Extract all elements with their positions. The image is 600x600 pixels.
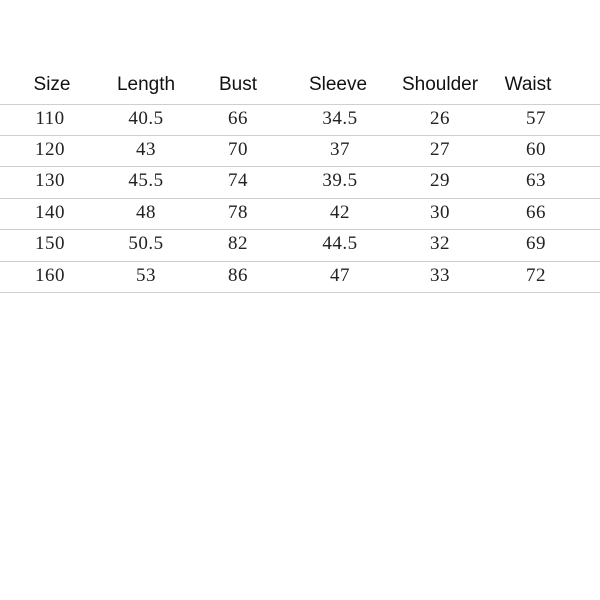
cell-bust: 78	[228, 201, 248, 223]
table-row	[0, 230, 600, 262]
cell-size: 120	[35, 138, 65, 160]
cell-length: 40.5	[128, 108, 164, 129]
cell-bust: 74	[228, 170, 248, 191]
cell-sleeve: 42	[330, 201, 350, 223]
cell-size: 160	[35, 264, 65, 286]
cell-sleeve: 47	[330, 264, 350, 286]
header-bust: Bust	[218, 74, 258, 95]
cell-length: 50.5	[128, 233, 164, 254]
table-row	[0, 167, 600, 199]
table-row	[0, 199, 600, 231]
cell-bust: 70	[228, 138, 248, 160]
cell-sleeve: 37	[330, 138, 350, 160]
table-row	[0, 136, 600, 168]
cell-waist: 66	[526, 201, 546, 223]
cell-sleeve: 34.5	[322, 108, 358, 129]
cell-waist: 60	[526, 138, 546, 160]
cell-length: 45.5	[128, 170, 164, 191]
cell-shoulder: 33	[430, 264, 450, 286]
cell-size: 150	[35, 233, 65, 254]
cell-length: 48	[136, 201, 156, 223]
cell-size: 110	[35, 108, 65, 129]
cell-bust: 66	[228, 108, 248, 129]
cell-waist: 69	[526, 233, 546, 254]
cell-shoulder: 32	[430, 233, 450, 254]
header-length: Length	[116, 74, 176, 95]
cell-bust: 82	[228, 233, 248, 254]
cell-waist: 63	[526, 170, 546, 191]
cell-shoulder: 29	[430, 170, 450, 191]
header-shoulder: Shoulder	[401, 74, 479, 95]
size-chart-table	[0, 70, 600, 293]
header-waist: Waist	[504, 74, 552, 95]
cell-size: 130	[35, 170, 65, 191]
cell-shoulder: 27	[430, 138, 450, 160]
table-row	[0, 104, 600, 136]
cell-length: 53	[136, 264, 156, 286]
cell-size: 140	[35, 201, 65, 223]
cell-bust: 86	[228, 264, 248, 286]
cell-waist: 57	[526, 108, 546, 129]
header-sleeve: Sleeve	[308, 74, 368, 95]
table-header-row	[0, 70, 600, 104]
cell-sleeve: 44.5	[322, 233, 358, 254]
cell-shoulder: 30	[430, 201, 450, 223]
cell-sleeve: 39.5	[322, 170, 358, 191]
cell-shoulder: 26	[430, 108, 450, 129]
table-row	[0, 262, 600, 294]
cell-waist: 72	[526, 264, 546, 286]
cell-length: 43	[136, 138, 156, 160]
header-size: Size	[33, 74, 71, 95]
